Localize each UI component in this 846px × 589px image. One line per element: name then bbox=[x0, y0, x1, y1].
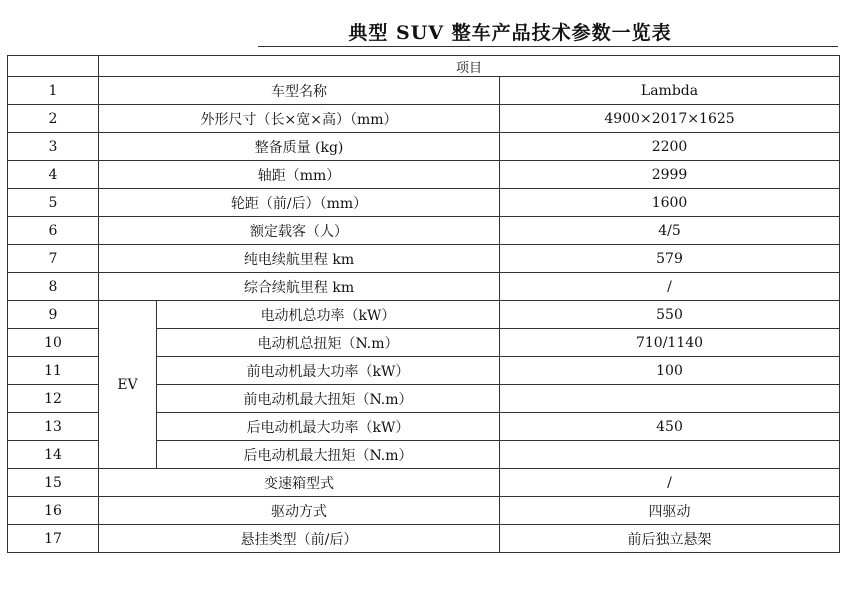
page-title: 典型 SUV 整车产品技术参数一览表 bbox=[348, 22, 672, 44]
row-number: 14 bbox=[8, 441, 99, 469]
row-number: 17 bbox=[8, 525, 99, 553]
row-number: 15 bbox=[8, 469, 99, 497]
table-row bbox=[8, 301, 840, 329]
row-number: 4 bbox=[8, 161, 99, 189]
table-row bbox=[8, 469, 840, 497]
table-row bbox=[8, 525, 840, 553]
row-label: 轮距（前/后）（mm） bbox=[99, 189, 500, 217]
row-label: 变速箱型式 bbox=[99, 469, 500, 497]
row-number: 8 bbox=[8, 273, 99, 301]
row-label: 整备质量 (kg) bbox=[99, 133, 500, 161]
row-number: 6 bbox=[8, 217, 99, 245]
row-label: 前电动机最大扭矩（N.m） bbox=[157, 385, 500, 413]
row-label: 额定载客（人） bbox=[99, 217, 500, 245]
row-value: 1600 bbox=[500, 189, 840, 217]
table-row bbox=[8, 217, 840, 245]
row-label: 驱动方式 bbox=[99, 497, 500, 525]
table-row bbox=[8, 105, 840, 133]
row-label: 轴距（mm） bbox=[99, 161, 500, 189]
row-value: / bbox=[500, 469, 840, 497]
ev-group-label: EV bbox=[99, 301, 157, 469]
row-value: 2999 bbox=[500, 161, 840, 189]
table-row bbox=[8, 497, 840, 525]
row-value bbox=[500, 441, 840, 469]
row-number: 5 bbox=[8, 189, 99, 217]
row-number: 3 bbox=[8, 133, 99, 161]
row-number: 7 bbox=[8, 245, 99, 273]
row-value: 710/1140 bbox=[500, 329, 840, 357]
row-number: 13 bbox=[8, 413, 99, 441]
spec-table bbox=[7, 55, 840, 553]
table-row bbox=[8, 245, 840, 273]
table-row bbox=[8, 273, 840, 301]
row-label: 电动机总扭矩（N.m） bbox=[157, 329, 500, 357]
table-row bbox=[8, 133, 840, 161]
row-value: 前后独立悬架 bbox=[500, 525, 840, 553]
row-value: 450 bbox=[500, 413, 840, 441]
table-row bbox=[8, 77, 840, 105]
row-label: 后电动机最大扭矩（N.m） bbox=[157, 441, 500, 469]
row-number: 1 bbox=[8, 77, 99, 105]
row-label: 车型名称 bbox=[99, 77, 500, 105]
row-value: Lambda bbox=[500, 77, 840, 105]
row-value: 100 bbox=[500, 357, 840, 385]
row-number: 16 bbox=[8, 497, 99, 525]
row-value bbox=[500, 385, 840, 413]
row-value: 579 bbox=[500, 245, 840, 273]
row-label: 后电动机最大功率（kW） bbox=[157, 413, 500, 441]
row-label: 综合续航里程 km bbox=[99, 273, 500, 301]
row-label: 纯电续航里程 km bbox=[99, 245, 500, 273]
row-number: 11 bbox=[8, 357, 99, 385]
row-value: 4900×2017×1625 bbox=[500, 105, 840, 133]
header-number-cell bbox=[8, 56, 99, 77]
table-header-row bbox=[8, 56, 840, 77]
row-number: 12 bbox=[8, 385, 99, 413]
row-number: 2 bbox=[8, 105, 99, 133]
row-label: 悬挂类型（前/后） bbox=[99, 525, 500, 553]
row-value: / bbox=[500, 273, 840, 301]
row-number: 10 bbox=[8, 329, 99, 357]
row-number: 9 bbox=[8, 301, 99, 329]
row-label: 外形尺寸（长×宽×高）（mm） bbox=[99, 105, 500, 133]
row-label: 电动机总功率（kW） bbox=[157, 301, 500, 329]
row-value: 2200 bbox=[500, 133, 840, 161]
row-value: 4/5 bbox=[500, 217, 840, 245]
row-label: 前电动机最大功率（kW） bbox=[157, 357, 500, 385]
table-row bbox=[8, 189, 840, 217]
row-value: 四驱动 bbox=[500, 497, 840, 525]
table-row bbox=[8, 161, 840, 189]
title-underline bbox=[258, 46, 838, 47]
row-value: 550 bbox=[500, 301, 840, 329]
header-item-cell: 项目 bbox=[99, 56, 840, 77]
